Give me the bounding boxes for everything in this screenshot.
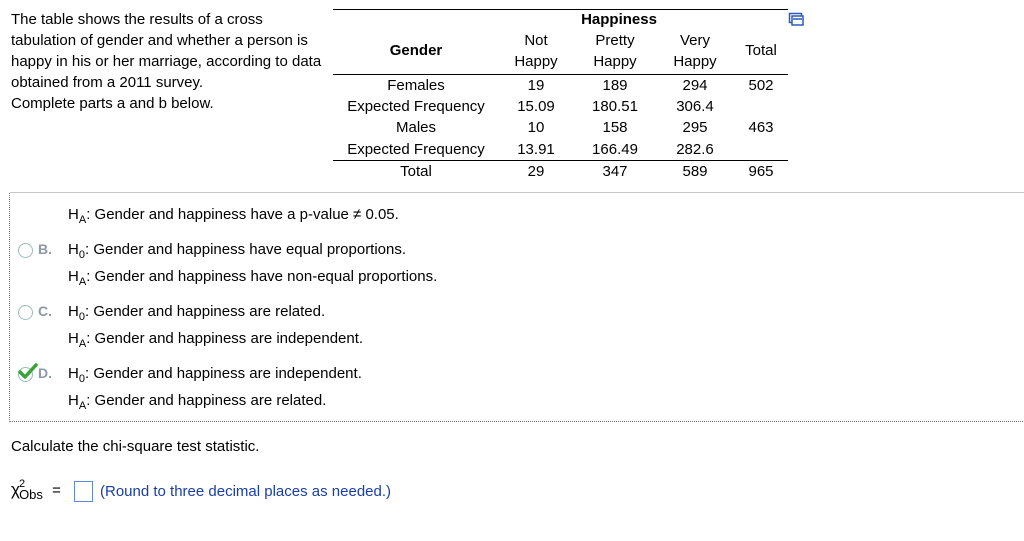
row-label-total: Total: [400, 163, 432, 180]
copy-icon[interactable]: [788, 12, 804, 28]
cell-females-very: 294: [682, 77, 708, 94]
h0-subscript: 0: [78, 311, 85, 323]
ha-symbol: H: [68, 330, 79, 347]
h0-symbol: H: [68, 365, 79, 382]
col-very-happy-1: Very: [679, 32, 710, 49]
chi-symbol: χ: [11, 480, 20, 499]
row-label-expected-female: Expected Frequency: [347, 98, 485, 115]
col-total: Total: [745, 42, 777, 59]
cell-males-total: 463: [748, 119, 774, 136]
option-c-ha[interactable]: [68, 329, 363, 350]
ha-symbol: H: [68, 206, 79, 223]
rounding-hint: (Round to three decimal places as needed.): [100, 483, 392, 500]
chi-square-label: [11, 480, 63, 500]
colon: :: [86, 268, 91, 285]
col-pretty-happy-1: Pretty: [595, 32, 635, 49]
cell-females-pretty: 189: [602, 77, 628, 94]
cell-exp-female-pretty: 180.51: [592, 98, 638, 115]
cell-exp-male-pretty: 166.49: [592, 141, 638, 158]
option-b-h0-text: Gender and happiness have equal proportions.: [93, 241, 407, 258]
cell-total-pretty: 347: [602, 163, 628, 180]
cell-exp-female-not: 15.09: [517, 98, 555, 115]
option-d-ha-text: Gender and happiness are related.: [94, 392, 327, 409]
h0-subscript: 0: [78, 373, 85, 385]
colon: :: [86, 330, 91, 347]
option-d-ha[interactable]: [68, 391, 326, 412]
col-pretty-happy-2: Happy: [593, 53, 637, 70]
cell-total-not: 29: [527, 163, 545, 180]
cell-males-very: 295: [682, 119, 708, 136]
col-not-happy-1: Not: [524, 32, 548, 49]
ha-subscript: A: [78, 338, 87, 350]
h0-symbol: H: [68, 303, 79, 320]
ha-symbol: H: [68, 268, 79, 285]
colon: :: [86, 206, 91, 223]
cell-males-not: 10: [527, 119, 545, 136]
option-b-ha[interactable]: [68, 267, 437, 288]
colon: :: [84, 241, 90, 258]
option-b-ha-text: Gender and happiness have non-equal proportions.: [94, 268, 438, 285]
row-label-expected-male: Expected Frequency: [347, 141, 485, 158]
cell-females-not: 19: [527, 77, 545, 94]
ha-subscript: A: [78, 400, 87, 412]
gender-header: Gender: [389, 42, 443, 59]
option-c-radio[interactable]: [18, 305, 33, 320]
option-b-radio[interactable]: [18, 243, 33, 258]
option-b-h0[interactable]: [68, 240, 406, 261]
checkmark-icon: [18, 363, 38, 381]
col-not-happy-2: Happy: [514, 53, 558, 70]
option-c-ha-text: Gender and happiness are independent.: [94, 330, 364, 347]
total-overline: [333, 160, 788, 161]
option-d-h0-text: Gender and happiness are independent.: [93, 365, 362, 382]
h0-symbol: H: [68, 241, 79, 258]
ha-subscript: A: [78, 214, 87, 226]
cell-total-very: 589: [682, 163, 708, 180]
chi-subscript: Obs: [19, 487, 43, 502]
chi-square-answer-input[interactable]: [74, 481, 93, 502]
option-c-letter: C.: [38, 303, 52, 319]
h0-subscript: 0: [78, 249, 85, 261]
colon: :: [84, 365, 90, 382]
option-a-ha-text: Gender and happiness have a p-value ≠ 0.05.: [94, 206, 399, 223]
chi-superscript: 2: [18, 478, 26, 490]
happiness-header: Happiness: [581, 11, 657, 28]
intro-instruction: Complete parts a and b below.: [11, 95, 214, 112]
cell-females-total: 502: [748, 77, 774, 94]
row-label-males: Males: [395, 119, 436, 136]
cell-males-pretty: 158: [602, 119, 628, 136]
header-underline: [333, 74, 788, 75]
colon: :: [86, 392, 91, 409]
cross-tabulation-table: [0, 0, 1024, 190]
option-c-h0[interactable]: [68, 302, 325, 323]
option-b-letter: B.: [38, 241, 52, 257]
cell-total-total: 965: [748, 163, 774, 180]
option-c-h0-text: Gender and happiness are related.: [93, 303, 326, 320]
col-very-happy-2: Happy: [673, 53, 717, 70]
equals-sign: =: [52, 482, 61, 499]
intro-description: The table shows the results of a cross tabulation of gender and whether a person is happy in his or her marriage, according to data obtained from a 2011 survey.: [11, 11, 322, 91]
question-text: Calculate the chi-square test statistic.: [11, 438, 260, 455]
cell-exp-male-not: 13.91: [517, 141, 555, 158]
ha-symbol: H: [68, 392, 79, 409]
colon: :: [84, 303, 90, 320]
option-d-letter: D.: [38, 365, 52, 381]
option-d-h0[interactable]: [68, 364, 362, 385]
cell-exp-female-very: 306.4: [676, 98, 714, 115]
row-label-females: Females: [387, 77, 445, 94]
ha-subscript: A: [78, 276, 87, 288]
cell-exp-male-very: 282.6: [676, 141, 714, 158]
option-a-ha: [68, 205, 399, 226]
